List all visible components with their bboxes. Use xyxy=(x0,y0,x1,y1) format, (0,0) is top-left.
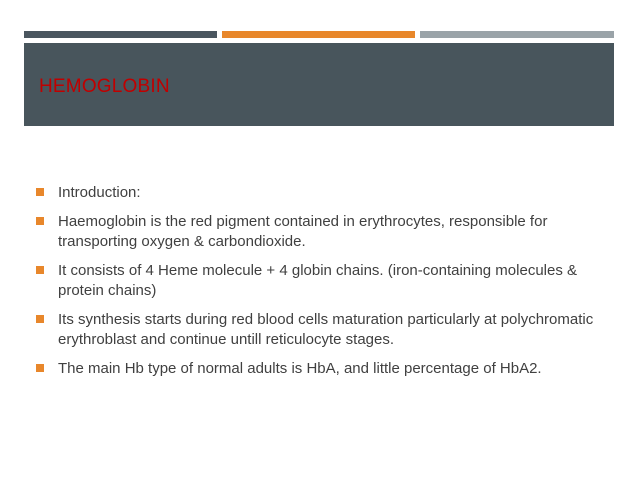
bullet-list xyxy=(36,183,606,388)
bullet-item xyxy=(36,310,606,350)
square-bullet-icon xyxy=(36,266,44,274)
accent-bar-right xyxy=(420,31,614,38)
bullet-item xyxy=(36,359,606,379)
bullet-text: The main Hb type of normal adults is HbA, and little percentage of HbA2. xyxy=(58,360,542,377)
square-bullet-icon xyxy=(36,364,44,372)
bullet-text: Haemoglobin is the red pigment contained in erythrocytes, responsible for transporting oxygen & carbondioxide. xyxy=(58,213,548,250)
square-bullet-icon xyxy=(36,217,44,225)
square-bullet-icon xyxy=(36,315,44,323)
title-band xyxy=(24,43,614,126)
bullet-text: Introduction: xyxy=(58,184,141,201)
accent-bar-middle xyxy=(222,31,415,38)
bullet-text: Its synthesis starts during red blood cells maturation particularly at polychromatic erythroblast and continue untill reticulocyte stages. xyxy=(58,311,594,348)
bullet-item xyxy=(36,183,606,203)
square-bullet-icon xyxy=(36,188,44,196)
bullet-item xyxy=(36,261,606,301)
bullet-item xyxy=(36,212,606,252)
slide-title: HEMOGLOBIN xyxy=(39,76,170,97)
bullet-text: It consists of 4 Heme molecule + 4 globin chains. (iron-containing molecules & protein chains) xyxy=(58,262,578,299)
accent-bar-left xyxy=(24,31,217,38)
